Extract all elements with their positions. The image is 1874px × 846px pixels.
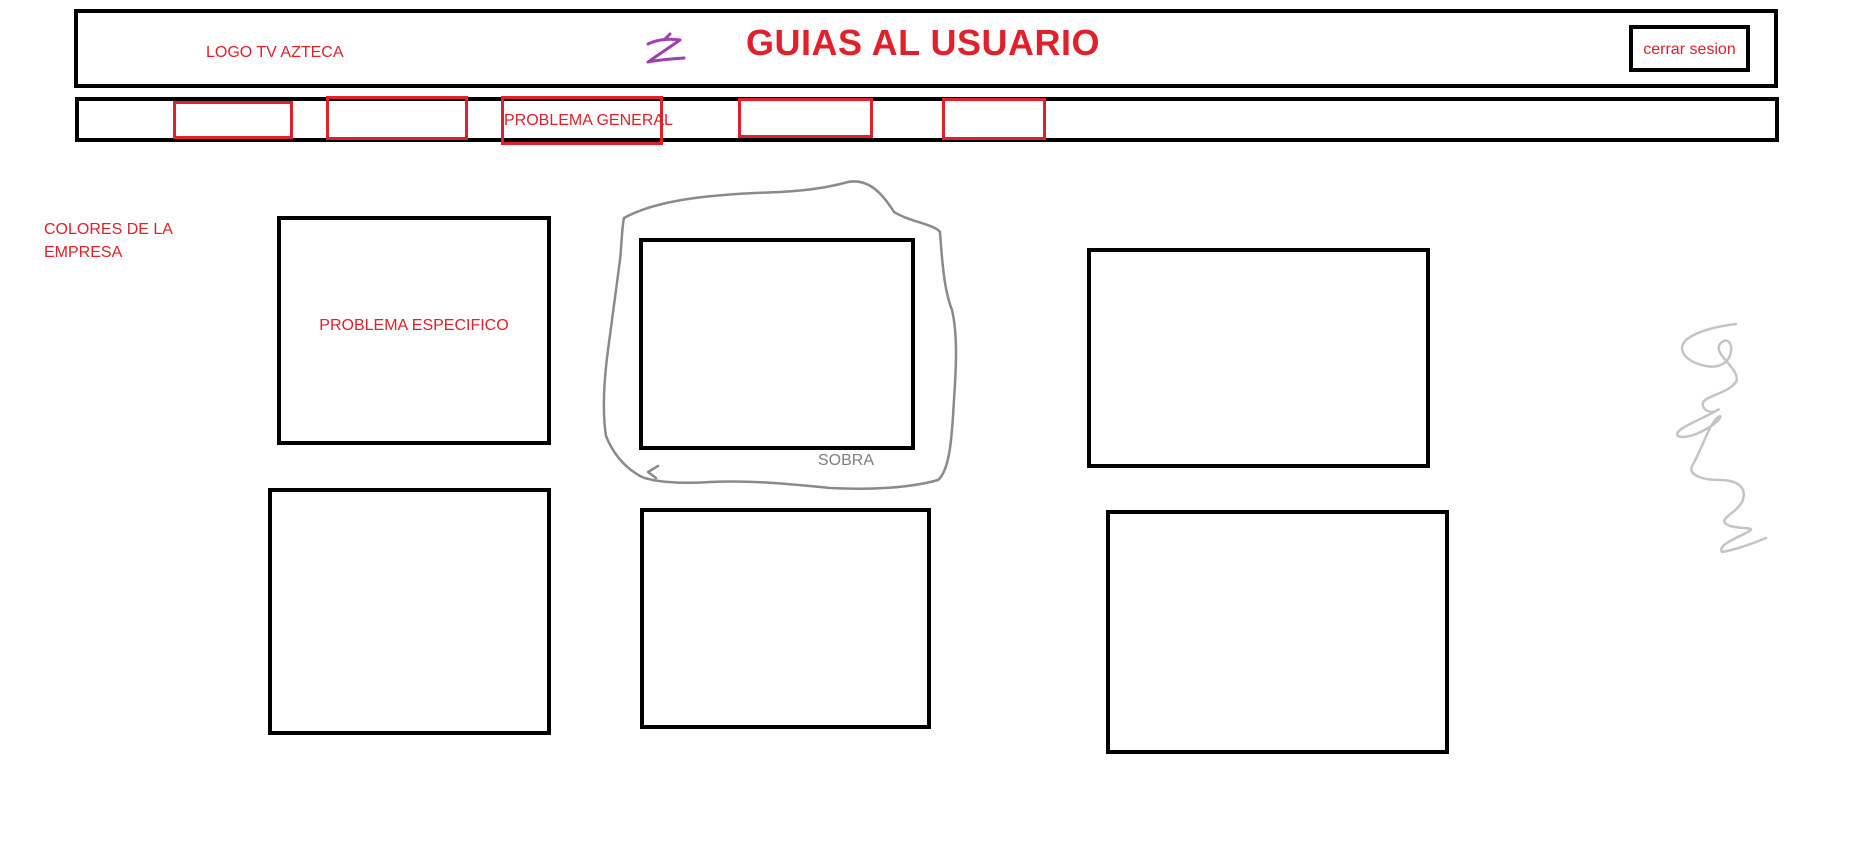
- card-5[interactable]: [640, 508, 931, 729]
- card-6[interactable]: [1106, 510, 1449, 754]
- nav-item-1[interactable]: [173, 101, 293, 139]
- logout-button[interactable]: [1629, 25, 1750, 72]
- logout-button-label: cerrar sesion: [1643, 41, 1736, 58]
- logo-placeholder: LOGO TV AZTECA: [206, 44, 344, 61]
- card-4[interactable]: [268, 488, 551, 735]
- card-2[interactable]: [639, 238, 915, 450]
- sobra-annotation-label: SOBRA: [818, 452, 875, 469]
- gray-scribble-icon: [1677, 324, 1766, 552]
- nav-item-label: PROBLEMA GENERAL: [504, 112, 673, 129]
- nav-item-2[interactable]: [326, 96, 468, 140]
- nav-item-general-problem[interactable]: [501, 96, 673, 145]
- card-3[interactable]: [1087, 248, 1430, 468]
- card-specific-problem[interactable]: [277, 216, 551, 445]
- nav-item-4[interactable]: [738, 98, 873, 138]
- nav-item-5[interactable]: [942, 98, 1046, 140]
- brand-colors-note: COLORES DE LA EMPRESA: [44, 221, 173, 261]
- card-label: PROBLEMA ESPECIFICO: [319, 317, 509, 334]
- page-title: GUIAS AL USUARIO: [746, 22, 1101, 63]
